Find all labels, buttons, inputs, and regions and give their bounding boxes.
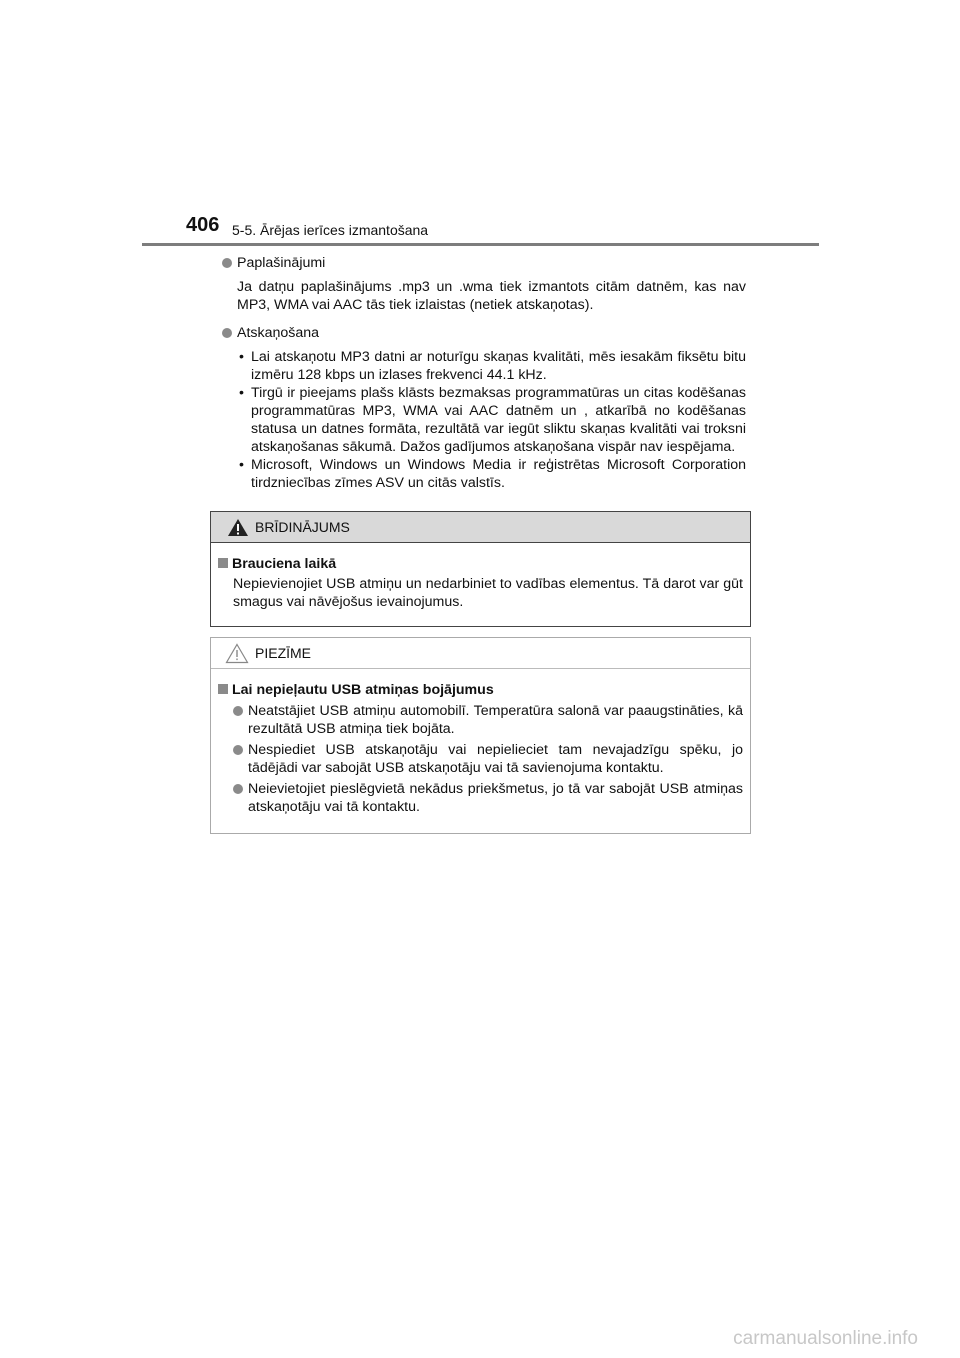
bullet-dot-icon	[222, 328, 232, 338]
bullet-dot-icon	[222, 258, 232, 268]
bullet-dot-icon	[233, 784, 243, 794]
warning-text: Nepievienojiet USB atmiņu un nedarbiniet to vadības elementus. Tā darot var gūt smagus vai nāvējošus ievainojumus.	[233, 576, 743, 610]
bullet-dot-icon	[233, 706, 243, 716]
notice-header	[211, 638, 750, 669]
section-title: 5-5. Ārējas ierīces izmantošana	[232, 222, 429, 238]
list-item: • Microsoft, Windows un Windows Media ir reģistrētas Microsoft Corporation tirdzniecības zīmes ASV un citās valstīs.	[239, 457, 746, 491]
warning-header	[211, 512, 750, 543]
list-item: Nespiediet USB atskaņotāju vai nepielieciet tam nevajadzīgu spēku, jo tādējādi var sabojāt USB atskaņotāju vai tā savienojuma kontaktu.	[218, 741, 743, 777]
notice-label: PIEZĪME	[255, 645, 312, 661]
warning-subheading: Brauciena laikā	[218, 555, 743, 573]
warning-body	[211, 543, 750, 611]
playback-heading	[222, 324, 746, 342]
square-bullet-icon	[218, 684, 228, 694]
warning-triangle-icon	[227, 518, 249, 537]
watermark: carmanualsonline.info	[733, 1328, 918, 1349]
extensions-heading	[222, 254, 746, 272]
warning-label: BRĪDINĀJUMS	[255, 519, 350, 535]
main-content	[222, 254, 746, 492]
list-item: • Lai atskaņotu MP3 datni ar noturīgu skaņas kvalitāti, mēs iesakām fiksētu bitu izmēru 128 kbps un izlases frekvenci 44.1 kHz.	[239, 349, 746, 383]
list-item: Neievietojiet pieslēgvietā nekādus priekšmetus, jo tā var sabojāt USB atmiņas atskaņotāju vai tā kontaktu.	[218, 780, 743, 816]
notice-subheading: Lai nepieļautu USB atmiņas bojājumus	[218, 681, 743, 699]
list-item: Neatstājiet USB atmiņu automobilī. Temperatūra salonā var paaugstināties, kā rezultātā USB atmiņa tiek bojāta.	[218, 702, 743, 738]
list-item: • Tirgū ir pieejams plašs klāsts bezmaksas programmatūras un citas kodēšanas programmatūras MP3, WMA vai AAC datnēm un , atkarībā no kodēšanas statusa un datnes formāta, rezultātā var iegūt sliktu skaņas kvalitāti vai troksni atskaņošanas sākumā. Dažos gadījumos atskaņošana vispār nav iespējama.	[239, 385, 746, 455]
header-rule	[142, 243, 819, 246]
extensions-title: Paplašinājumi	[237, 255, 326, 271]
page-number: 406	[186, 214, 220, 236]
square-bullet-icon	[218, 558, 228, 568]
bullet-dot-icon	[233, 745, 243, 755]
notice-triangle-icon	[225, 643, 249, 664]
notice-body	[211, 669, 750, 816]
notice-box	[210, 637, 751, 834]
extensions-text: Ja datņu paplašinājums .mp3 un .wma tiek izmantots citām datnēm, kas nav MP3, WMA vai AAC tās tiek izlaistas (netiek atskaņotas).	[237, 279, 746, 313]
warning-box	[210, 511, 751, 627]
playback-list	[222, 348, 746, 492]
playback-title: Atskaņošana	[237, 325, 320, 341]
